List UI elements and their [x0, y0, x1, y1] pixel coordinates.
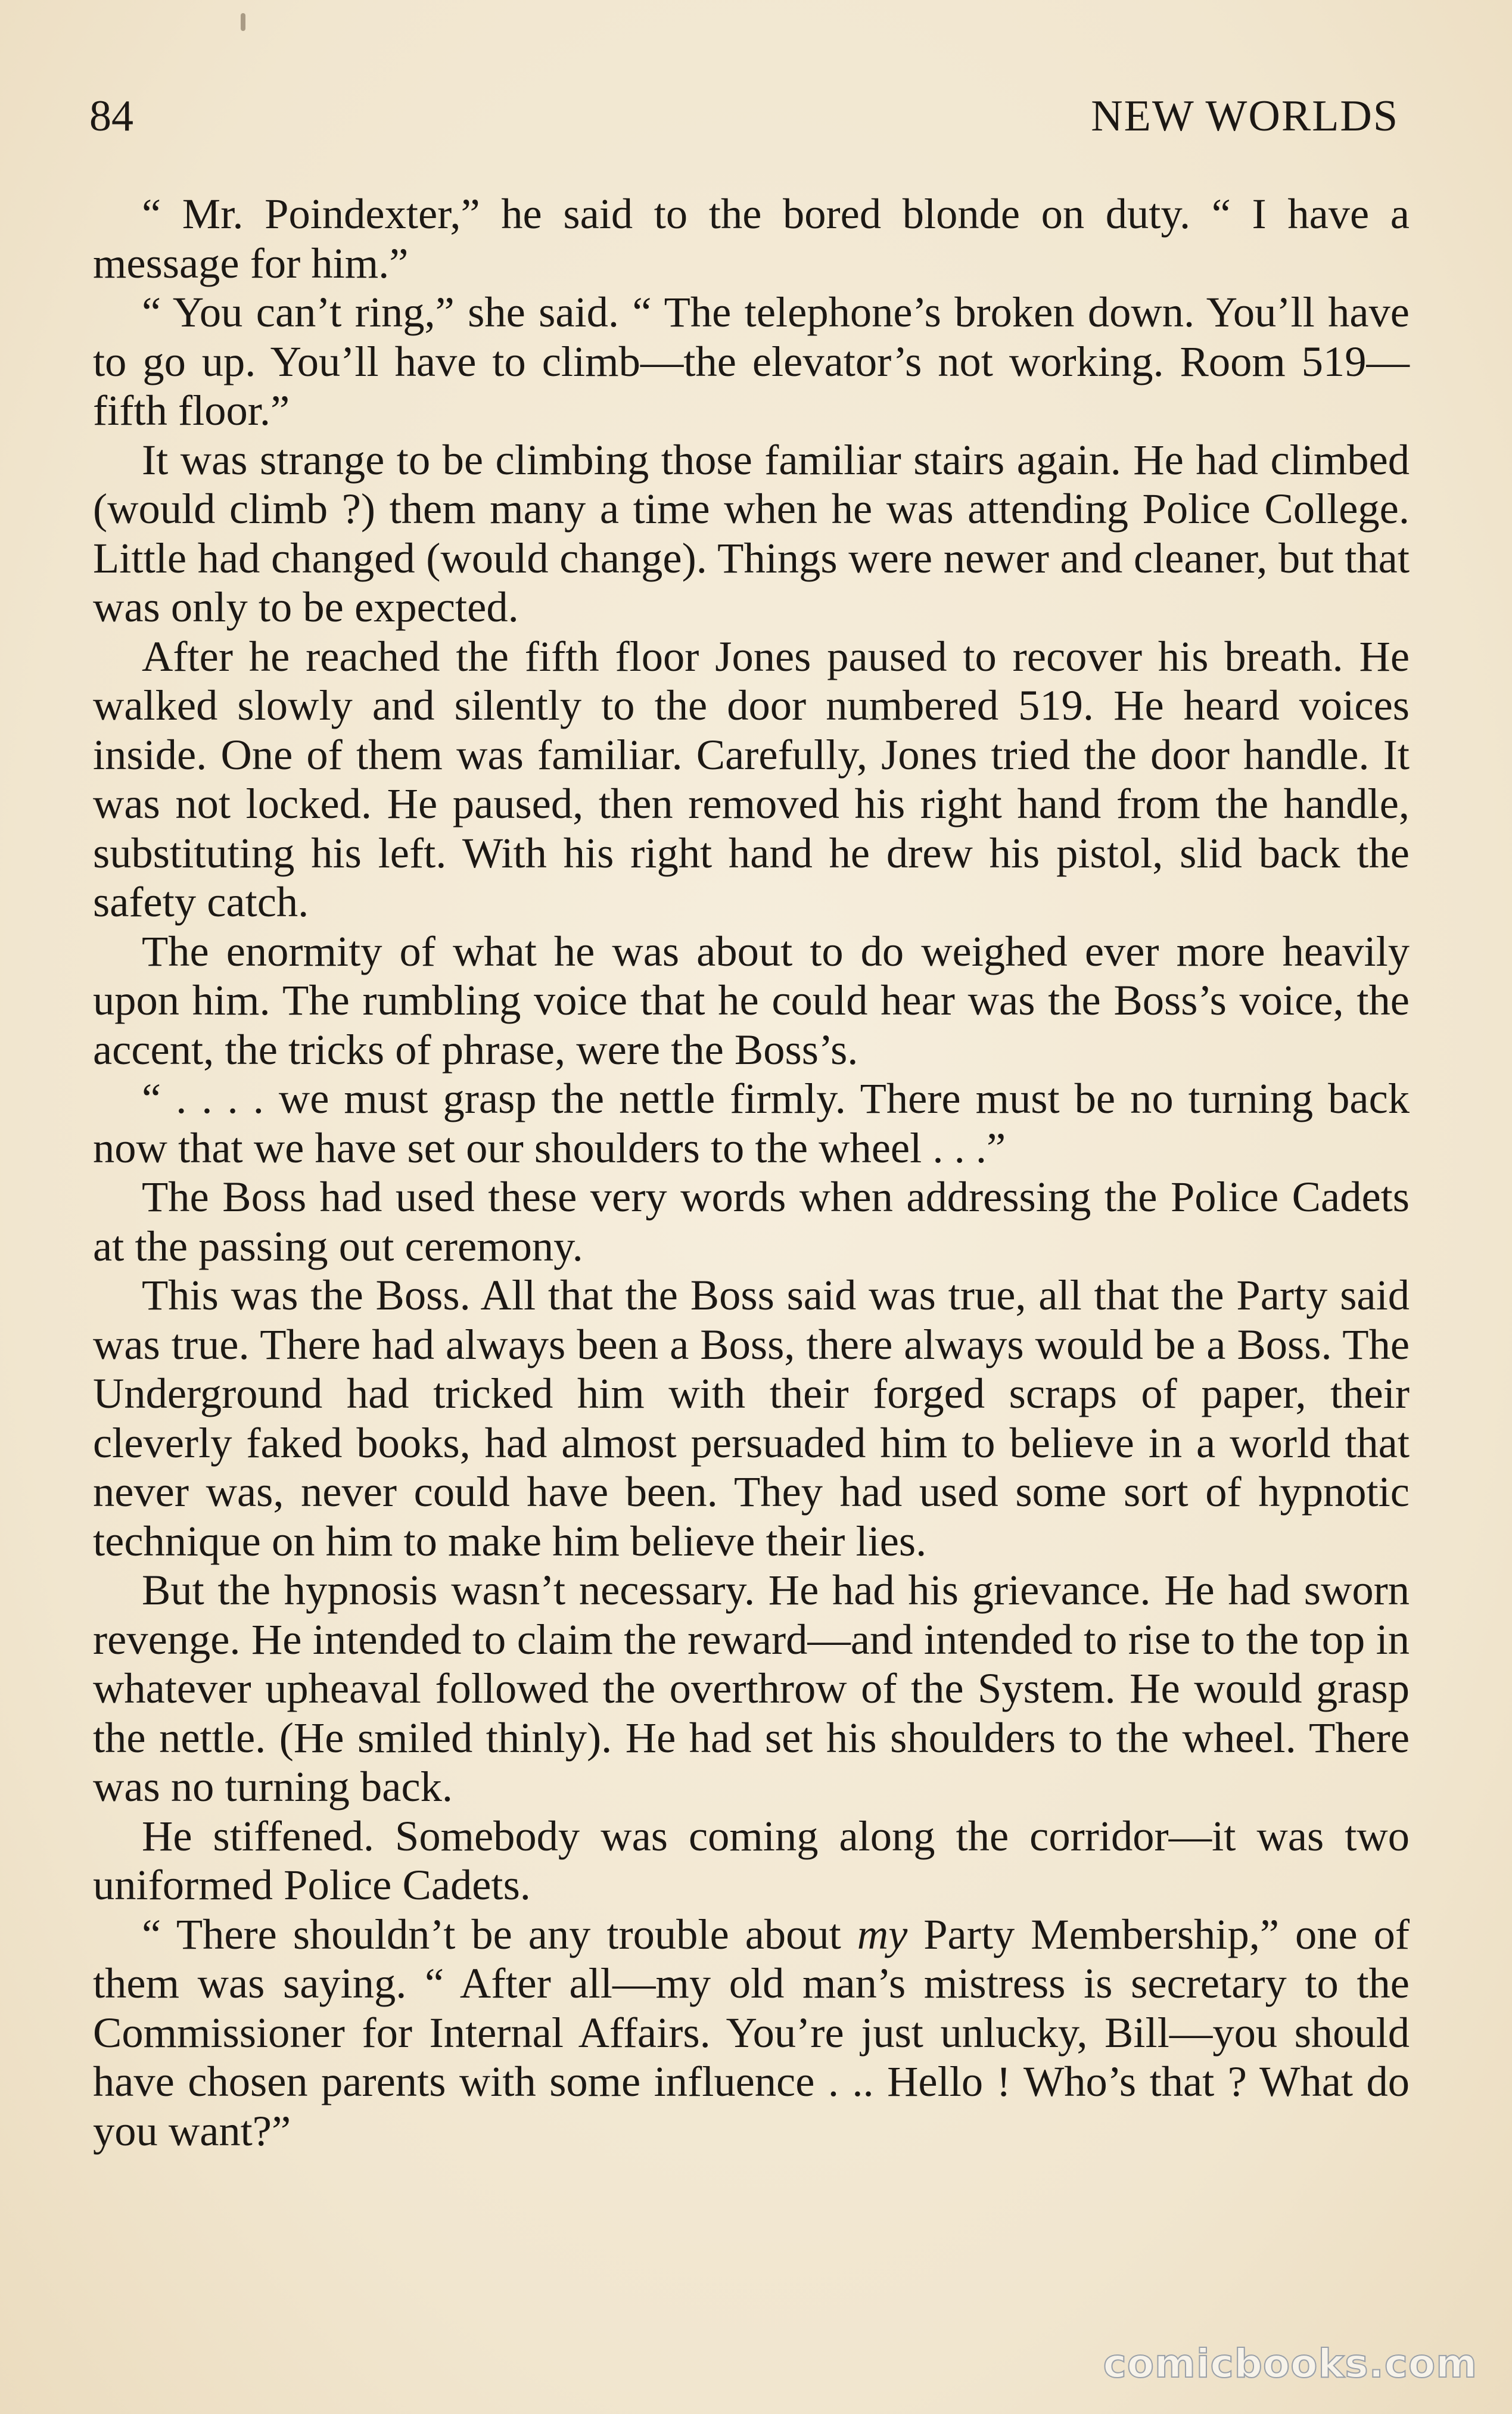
page-number: 84	[89, 92, 133, 141]
paragraph: It was strange to be climbing those familiar stairs again. He had climbed (would climb ?) them many a time when he was attending Police College. Little had changed (would change). Things were newer and cleaner, but that was only to be expected.	[93, 435, 1410, 631]
watermark: comicbooks.com	[1103, 2341, 1477, 2387]
story-text	[93, 189, 1410, 2155]
italic-word: my	[857, 1909, 908, 1958]
paragraph: But the hypnosis wasn’t necessary. He had his grievance. He had sworn revenge. He intended to claim the reward—and intended to rise to the top in whatever upheaval followed the overthrow of the System. He would grasp the nettle. (He smiled thinly). He had set his shoulders to the wheel. There was no turning back.	[93, 1566, 1410, 1810]
ink-speck	[241, 13, 245, 31]
text-run: “ There shouldn’t be any trouble about	[142, 1909, 857, 1958]
running-title: NEW WORLDS	[1091, 92, 1399, 141]
paragraph: “ You can’t ring,” she said. “ The telephone’s broken down. You’ll have to go up. You’ll have to climb—the elevator’s not working. Room 519—fifth floor.”	[93, 288, 1410, 434]
paragraph: “ . . . . we must grasp the nettle firmly. There must be no turning back now that we have set our shoulders to the wheel . . .”	[93, 1074, 1410, 1172]
paragraph: This was the Boss. All that the Boss said was true, all that the Party said was true. There had always been a Boss, there always would be a Boss. The Underground had tricked him with their forged scraps of paper, their cleverly faked books, had almost persuaded him to believe in a world that never was, never could have been. They had used some sort of hypnotic technique on him to make him believe their lies.	[93, 1271, 1410, 1565]
text-run: Party Membership,” one of them was saying. “ After all—my old man’s mistress is secretary to the Commissioner for Internal Affairs. You’re just unlucky, Bill—you should have chosen parents with some influence . .. Hello ! Who’s that ? What do you want?”	[93, 1909, 1410, 2155]
paragraph: He stiffened. Somebody was coming along the corridor—it was two uniformed Police Cadets.	[93, 1811, 1410, 1909]
paragraph: The enormity of what he was about to do weighed ever more heavily upon him. The rumbling voice that he could hear was the Boss’s voice, the accent, the tricks of phrase, were the Boss’s.	[93, 926, 1410, 1074]
paragraph: “ Mr. Poindexter,” he said to the bored blonde on duty. “ I have a message for him.”	[93, 189, 1410, 287]
page-header	[89, 89, 1399, 143]
paragraph-last	[93, 1910, 1410, 2156]
paragraph: After he reached the fifth floor Jones paused to recover his breath. He walked slowly and silently to the door numbered 519. He heard voices inside. One of them was familiar. Carefully, Jones tried the door handle. It was not locked. He paused, then removed his right hand from the handle, substituting his left. With his right hand he drew his pistol, slid back the safety catch.	[93, 632, 1410, 926]
paragraph: The Boss had used these very words when addressing the Police Cadets at the passing out ceremony.	[93, 1172, 1410, 1270]
